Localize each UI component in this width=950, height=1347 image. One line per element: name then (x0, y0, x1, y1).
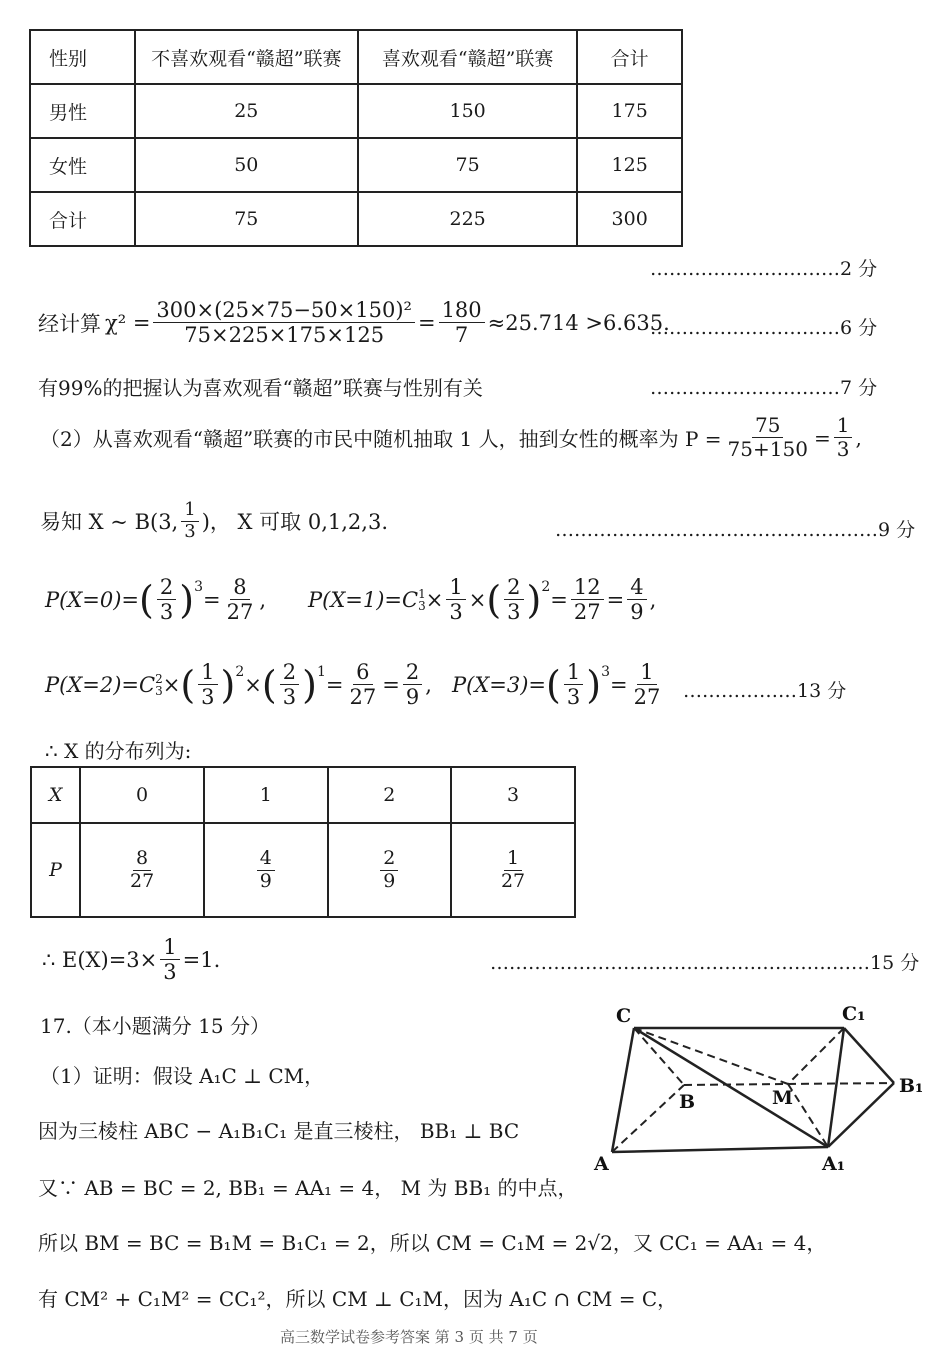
q17-line-1: （1）证明：假设 A₁C ⊥ CM， (40, 1064, 325, 1088)
q17-line-3: 又∵ AB = BC = 2, BB₁ = AA₁ = 4， M 为 BB₁ 的中点， (38, 1176, 578, 1200)
p0-eq: = (202, 587, 221, 612)
p-num: 4 (257, 848, 275, 871)
expect-post: =1. (182, 947, 221, 972)
table-row (31, 767, 575, 823)
chi-square-line (38, 298, 670, 347)
x-value: 1 (204, 767, 328, 823)
segment-ma1 (788, 1084, 828, 1147)
part2-denominator-2: 3 (836, 437, 850, 461)
part2-numerator: 75 (752, 414, 783, 438)
distribution-table (30, 766, 576, 918)
cell: 50 (135, 138, 358, 192)
p-value (80, 823, 204, 917)
prob-x1: P(X=1)=C 1 3 × $\frac{1}{3}$ × ( $\frac{2}{3}$ ) $^2$ = $\frac{12}{27}$ = $\frac{4}{9}$ , (308, 575, 657, 625)
part2-line (40, 414, 862, 461)
binom-pre: 易知 X ~ B(3, (40, 510, 179, 535)
p2-n2: 2 (403, 660, 422, 685)
p1-lhs: P(X=1)=C (308, 587, 419, 612)
p2-b-num: 2 (280, 660, 299, 685)
cell: 男性 (30, 84, 135, 138)
chi-denominator: 75×225×175×125 (184, 323, 385, 348)
p2-d2: 9 (405, 685, 420, 710)
score-9: ……………………………………………9 分 (555, 519, 916, 541)
p1-d2: 9 (630, 600, 644, 625)
x-label: X (31, 767, 80, 823)
p3-den: 27 (633, 685, 661, 710)
chi-eq: = (417, 310, 436, 335)
p-den: 27 (500, 869, 526, 892)
cell: 150 (358, 84, 577, 138)
label-b: B (679, 1091, 696, 1113)
part2-text: （2）从喜欢观看“赣超”联赛的市民中随机抽取 1 人，抽到女性的概率为 P = (40, 427, 722, 451)
edge-c1b1 (844, 1028, 894, 1083)
p1-times-1: × (425, 587, 444, 612)
p2-eq-1: = (325, 672, 344, 697)
x-value: 3 (451, 767, 575, 823)
p2-d1: 27 (349, 685, 377, 710)
p1-eq-2: = (606, 587, 625, 612)
p-value (451, 823, 575, 917)
p-num: 2 (380, 848, 398, 871)
p0-base-den: 3 (159, 600, 174, 625)
p3-base-num: 1 (564, 660, 583, 685)
p2-sup: 2 (155, 671, 163, 686)
label-b1: B₁ (899, 1075, 924, 1097)
score-15: ……………………………………………………15 分 (490, 952, 920, 974)
contingency-table (29, 29, 683, 247)
p3-lhs: P(X=3)= (452, 672, 547, 697)
p0-base-num: 2 (157, 575, 176, 600)
p1-sub: 3 (418, 598, 426, 613)
p1-n1: 12 (571, 575, 604, 600)
cell: 25 (135, 84, 358, 138)
binom-denominator: 3 (184, 520, 196, 542)
distribution-label: ∴ X 的分布列为: (45, 739, 192, 763)
segment-ca1 (634, 1028, 828, 1147)
p1-a-num: 1 (446, 575, 465, 600)
p1-sup: 1 (418, 586, 426, 601)
p2-n1: 6 (353, 660, 372, 685)
cell: 300 (577, 192, 682, 246)
p3-base-den: 3 (566, 685, 581, 710)
table-row (31, 823, 575, 917)
chi-result: ≈25.714 >6.635. (487, 310, 670, 335)
p-den: 9 (259, 869, 272, 892)
p2-sub: 3 (155, 683, 163, 698)
p1-n2: 4 (627, 575, 646, 600)
chi-numerator-2: 180 (439, 298, 485, 323)
p-label: P (31, 823, 80, 917)
label-c: C (616, 1005, 632, 1027)
score-7: …………………………7 分 (650, 377, 878, 399)
p0-num: 8 (230, 575, 249, 600)
p-num: 8 (133, 848, 151, 871)
score-13: ………………13 分 (683, 680, 847, 702)
edge-c1a1 (828, 1028, 844, 1147)
p2-times-1: × (162, 672, 181, 697)
cell: 合计 (30, 192, 135, 246)
p3-num: 1 (637, 660, 656, 685)
p-value (328, 823, 452, 917)
part2-eq: = (813, 425, 831, 450)
p-num: 1 (504, 848, 522, 871)
prob-x2: P(X=2)=C 2 3 × ( $\frac{1}{3}$ ) $^2$ × ( $\frac{2}{3}$ ) $^1$ = $\frac{6}{27}$ = $\frac{2}{9}$ , (45, 660, 432, 710)
p2-times-2: × (244, 672, 262, 697)
cell: 女性 (30, 138, 135, 192)
header-total: 合计 (577, 30, 682, 84)
p3-eq: = (609, 672, 628, 697)
p1-times-2: × (468, 587, 487, 612)
cell: 75 (358, 138, 577, 192)
chi-symbol: χ² = (105, 310, 151, 335)
p1-exp: 2 (541, 579, 551, 595)
label-m: M (772, 1087, 794, 1109)
binom-post: )， X 可取 0,1,2,3. (201, 510, 389, 535)
edge-b1a1 (828, 1083, 894, 1147)
page-footer: 高三数学试卷参考答案 第 3 页 共 7 页 (280, 1328, 538, 1346)
cell: 75 (135, 192, 358, 246)
p-den: 9 (383, 869, 396, 892)
table-row (30, 138, 682, 192)
p2-eq-2: = (382, 672, 400, 697)
p2-b-exp: 1 (316, 664, 326, 680)
p1-tail: , (649, 587, 657, 612)
part2-numerator-2: 1 (834, 414, 853, 438)
expect-pre: ∴ E(X)=3× (42, 947, 158, 972)
q17-line-2: 因为三棱柱 ABC − A₁B₁C₁ 是直三棱柱， BB₁ ⊥ BC (38, 1119, 520, 1143)
header-like: 喜欢观看“赣超”联赛 (358, 30, 577, 84)
x-value: 2 (328, 767, 452, 823)
p0-exp: 3 (194, 579, 203, 595)
x-value: 0 (80, 767, 204, 823)
expectation-line (42, 935, 220, 984)
cell: 225 (358, 192, 577, 246)
p2-lhs: P(X=2)=C (45, 672, 156, 697)
cell: 175 (577, 84, 682, 138)
p1-b-num: 2 (504, 575, 523, 600)
p2-b-den: 3 (282, 685, 297, 710)
chi-numerator: 300×(25×75−50×150)² (153, 298, 415, 323)
expect-den: 3 (163, 960, 177, 985)
p0-lhs: P(X=0)= (45, 587, 140, 612)
binomial-line (40, 500, 388, 542)
p2-tail: , (425, 672, 432, 697)
p1-a-den: 3 (449, 600, 463, 625)
p2-a-den: 3 (201, 685, 215, 710)
q17-line-5: 有 CM² + C₁M² = CC₁²，所以 CM ⊥ C₁M，因为 A₁C ∩ CM = C， (38, 1287, 678, 1311)
chi-denominator-2: 7 (454, 323, 469, 348)
p2-a-exp: 2 (235, 664, 245, 680)
q17-line-4: 所以 BM = BC = B₁M = B₁C₁ = 2，所以 CM = C₁M = 2√2，又 CC₁ = AA₁ = 4， (38, 1231, 827, 1255)
header-gender: 性别 (30, 30, 135, 84)
segment-c1m (788, 1028, 844, 1084)
prism-figure (590, 1000, 930, 1185)
label-a1: A₁ (822, 1153, 846, 1175)
label-a: A (594, 1153, 609, 1175)
label-c1: C₁ (842, 1003, 866, 1025)
header-dislike: 不喜欢观看“赣超”联赛 (135, 30, 358, 84)
q17-title: 17.（本小题满分 15 分） (40, 1014, 270, 1038)
p1-eq-1: = (550, 587, 568, 612)
p-value (204, 823, 328, 917)
p1-b-den: 3 (507, 600, 521, 625)
conclusion-text: 有99%的把握认为喜欢观看“赣超”联赛与性别有关 (38, 376, 483, 400)
chi-prefix: 经计算 (38, 311, 101, 336)
p1-d1: 27 (573, 600, 601, 625)
part2-tail: , (855, 425, 862, 450)
prob-x3: P(X=3)= ( $\frac{1}{3}$ ) $^3$ = $\frac{1}{27}$ (452, 660, 666, 709)
edge-aa1 (612, 1147, 828, 1152)
binom-numerator: 1 (181, 500, 198, 522)
cell: 125 (577, 138, 682, 192)
score-6: …………………………6 分 (650, 317, 878, 339)
table-row (30, 84, 682, 138)
p3-exp: 3 (601, 664, 610, 680)
expect-num: 1 (160, 935, 179, 960)
score-2: …………………………2 分 (650, 258, 878, 280)
p0-den: 27 (226, 600, 254, 625)
prob-x0: P(X=0)= ( $\frac{2}{3}$ ) $^3$ = $\frac{8}{27}$ , (45, 575, 267, 625)
p-den: 27 (129, 869, 155, 892)
p2-a-num: 1 (198, 660, 217, 685)
part2-denominator: 75+150 (727, 437, 808, 461)
p0-tail: , (259, 587, 267, 612)
table-row (30, 192, 682, 246)
